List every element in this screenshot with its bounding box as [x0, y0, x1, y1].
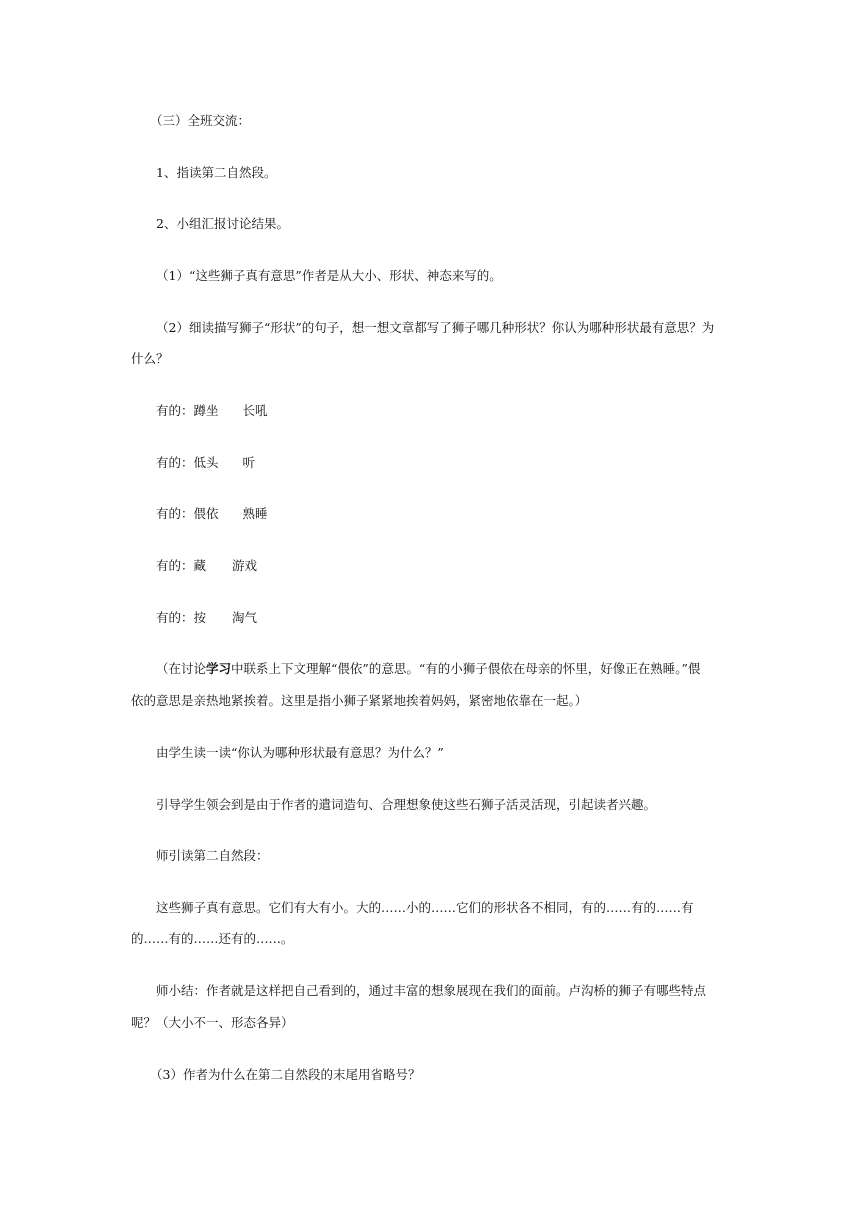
list-item-posture: 按 [193, 610, 207, 625]
summary-line-2: 呢？（大小不一、形态各异） [131, 1015, 294, 1030]
student-reading: 由学生读一读“你认为哪种形状最有意思？为什么？” [156, 745, 444, 760]
discussion-note-line-1 [156, 661, 700, 677]
list-item-action: 游戏 [232, 558, 258, 573]
list-item-posture: 蹲坐 [193, 403, 219, 418]
teacher-reading: 师引读第二自然段： [156, 848, 269, 863]
list-item [156, 455, 255, 471]
point-2-line-2: 什么？ [131, 351, 169, 366]
list-item-action: 长吼 [242, 403, 268, 418]
list-item [156, 403, 268, 419]
point-3: （3）作者为什么在第二自然段的末尾用省略号？ [150, 1067, 421, 1082]
note-bold-text: 学习 [206, 661, 232, 676]
note-text: （在讨论 [156, 661, 207, 676]
list-item-action: 熟睡 [242, 506, 268, 521]
point-1: （1）“这些狮子真有意思”作者是从大小、形状、神态来写的。 [156, 268, 502, 283]
reading-text-line-1: 这些狮子真有意思。它们有大有小。大的……小的……它们的形状各不相同，有的……有的……有 [156, 900, 694, 915]
list-item-action: 听 [242, 455, 256, 470]
list-item-prefix: 有的： [156, 506, 194, 521]
step-1: 1、指读第二自然段。 [156, 165, 277, 180]
note-text: 中联系上下文理解“偎依”的意思。“有的小狮子偎依在母亲的怀里，好像正在熟睡。”偎 [231, 661, 701, 676]
list-item-posture: 低头 [193, 455, 219, 470]
list-item-prefix: 有的： [156, 403, 194, 418]
list-item-prefix: 有的： [156, 455, 194, 470]
list-item-posture: 藏 [193, 558, 207, 573]
section-heading: （三）全班交流： [150, 113, 251, 128]
summary-line-1: 师小结：作者就是这样把自己看到的，通过丰富的想象展现在我们的面前。卢沟桥的狮子有哪些特点 [156, 983, 707, 998]
discussion-note-line-2: 依的意思是亲热地紧挨着。这里是指小狮子紧紧地挨着妈妈，紧密地依靠在一起。） [131, 693, 588, 708]
reading-text-line-2: 的……有的……还有的……。 [131, 931, 294, 946]
list-item [156, 558, 257, 574]
list-item-prefix: 有的： [156, 610, 194, 625]
list-item [156, 506, 268, 522]
list-item [156, 610, 257, 626]
guidance: 引导学生领会到是由于作者的遣词造句、合理想象使这些石狮子活灵活现，引起读者兴趣。 [156, 797, 657, 812]
list-item-action: 淘气 [232, 610, 258, 625]
list-item-posture: 偎依 [193, 506, 219, 521]
point-2-line-1: （2）细读描写狮子“形状”的句子，想一想文章都写了狮子哪几种形状？你认为哪种形状最有意思？为 [156, 320, 715, 335]
step-2: 2、小组汇报讨论结果。 [156, 216, 289, 231]
list-item-prefix: 有的： [156, 558, 194, 573]
